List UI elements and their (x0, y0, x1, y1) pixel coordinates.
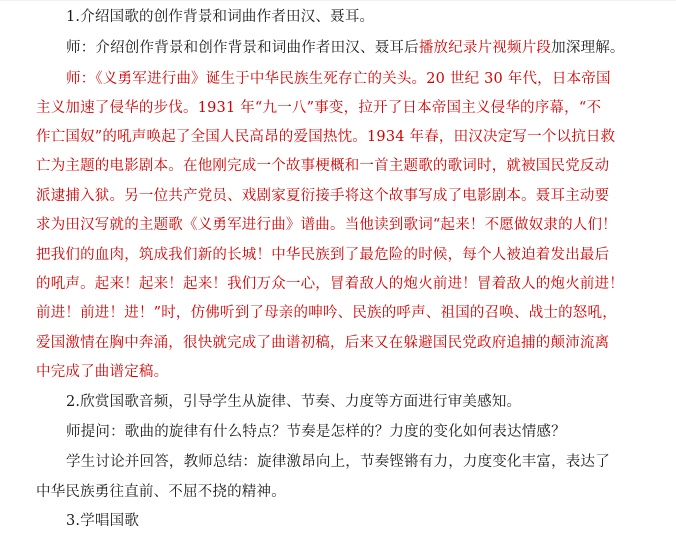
summary-line: 中华民族勇往直前、不屈不挠的精神。 (36, 484, 286, 500)
heading-1: 1.介绍国歌的创作背景和词曲作者田汉、聂耳。 (66, 9, 375, 25)
red-paragraph-line: 把我们的血肉，筑成我们新的长城！中华民族到了最危险的时候，每个人被迫着发出最后 (36, 247, 610, 263)
summary-line: 学生讨论并回答，教师总结：旋律激昂向上，节奏铿锵有力，力度变化丰富，表达了 (66, 454, 610, 470)
red-paragraph-line: 作亡国奴”的吼声唤起了全国人民高昂的爱国热忱。1934 年春，田汉决定写一个以抗日救 (36, 129, 616, 145)
heading-3: 3.学唱国歌 (66, 513, 140, 529)
teacher-question: 师提问：歌曲的旋律有什么特点？节奏是怎样的？力度的变化如何表达情感？ (66, 424, 566, 440)
red-paragraph-line: 的吼声。起来！起来！起来！我们万众一心，冒着敌人的炮火前进！冒着敌人的炮火前进！ (36, 276, 624, 292)
teacher-intro-highlight: 播放纪录片视频片段 (418, 40, 552, 56)
teacher-intro-suffix: 加深理解。 (551, 40, 625, 56)
red-paragraph-line: 派逮捕入狱。另一位共产党员、戏剧家夏衍接手将这个故事写成了电影剧本。聂耳主动要 (36, 188, 610, 204)
red-paragraph-line: 求为田汉写就的主题歌《义勇军进行曲》谱曲。当他读到歌词“起来！不愿做奴隶的人们！ (36, 217, 617, 233)
red-paragraph-line: 前进！前进！进！”时，仿佛听到了母亲的呻吟、民族的呼声、祖国的召唤、战士的怒吼， (36, 305, 617, 321)
red-paragraph-line: 主义加速了侵华的步伐。1931 年“九一八”事变，拉开了日本帝国主义侵华的序幕，“不 (36, 100, 602, 116)
red-paragraph-line: 中完成了曲谱定稿。 (36, 364, 169, 380)
red-paragraph-line: 亡为主题的电影剧本。在他刚完成一个故事梗概和一首主题歌的歌词时，就被国民党反动 (36, 158, 610, 174)
top-divider (0, 0, 676, 1)
heading-2: 2.欣赏国歌音频，引导学生从旋律、节奏、力度等方面进行审美感知。 (66, 394, 522, 410)
teacher-intro-prefix: 师：介绍创作背景和创作背景和词曲作者田汉、聂耳后 (66, 40, 419, 56)
red-paragraph-line: 爱国激情在胸中奔涌，很快就完成了曲谱初稿，后来又在躲避国民党政府追捕的颠沛流离 (36, 335, 610, 351)
teacher-intro-line (66, 39, 625, 57)
red-paragraph-line: 师：《义勇军进行曲》诞生于中华民族生死存亡的关头。20 世纪 30 年代，日本帝国 (66, 71, 611, 87)
